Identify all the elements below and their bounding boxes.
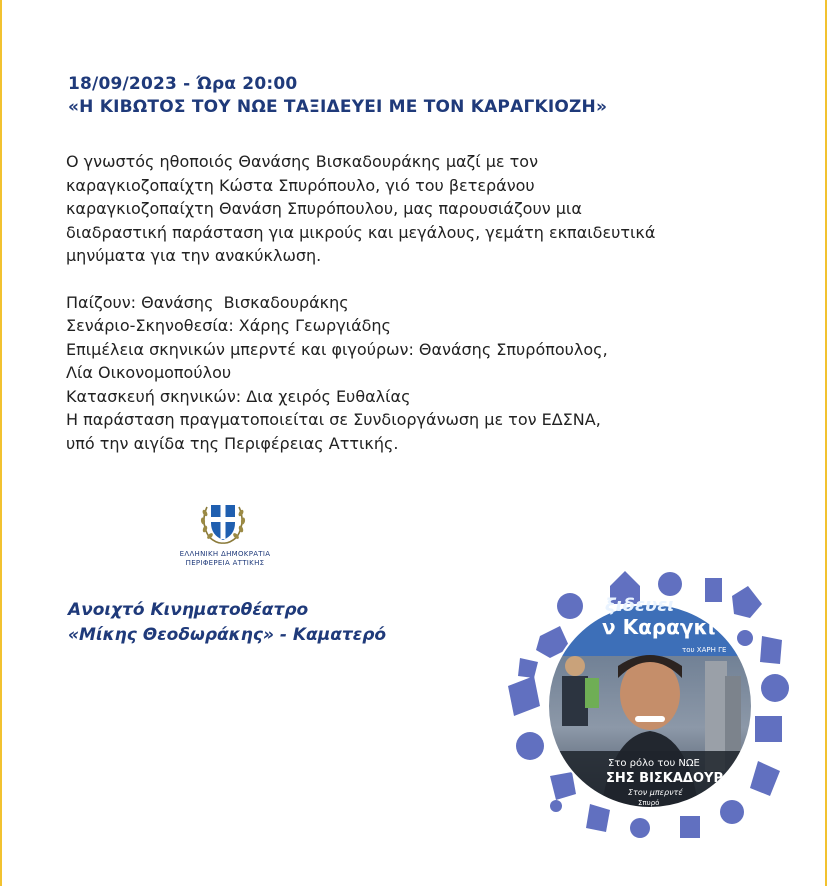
body-text	[66, 150, 766, 455]
description-line: καραγκιοζοπαίχτη Κώστα Σπυρόπουλο, γιό του βετεράνου	[66, 175, 535, 195]
credits-line: Σενάριο-Σκηνοθεσία: Χάρης Γεωργιάδης	[66, 316, 391, 335]
left-border	[0, 0, 2, 886]
poster-name: ΣΗΣ ΒΙΣΚΑΔΟΥΡ	[606, 771, 723, 786]
venue	[68, 598, 386, 648]
credits-line: Η παράσταση πραγματοποιείται σε Συνδιοργάνωση με τον ΕΔΣΝΑ,	[66, 410, 601, 429]
paragraph-gap	[66, 268, 766, 291]
credits-line: Επιμέλεια σκηνικών μπερντέ και φιγούρων: Θανάσης Σπυρόπουλος,	[66, 339, 608, 359]
poster-role: Στο ρόλο του ΝΩΕ	[608, 758, 700, 769]
credits-line: Κατασκευή σκηνικών: Δια χειρός Ευθαλίας	[66, 386, 411, 406]
venue-line-1: Ανοιχτό Κινηματοθέατρο	[68, 600, 309, 620]
logo-text	[160, 550, 290, 568]
description-line: καραγκιοζοπαίχτη Θανάση Σπυρόπουλου, μας παρουσιάζουν μια	[66, 199, 582, 218]
poster-bottom-2: Σπυρό	[638, 799, 660, 807]
poster-title-top: ξιδευει	[605, 595, 675, 616]
credits-line: Παίζουν: Θανάσης Βισκαδουράκης	[66, 292, 349, 312]
poster-title-main: ν Καραγκι	[602, 615, 716, 639]
poster-bottom-1: Στον μπερντέ	[628, 788, 683, 797]
region-attica-logo	[160, 497, 290, 572]
event-title: «Η ΚΙΒΩΤΟΣ ΤΟΥ ΝΩΕ ΤΑΞΙΔΕΥΕΙ ΜΕ ΤΟΝ ΚΑΡΑΓΚΙΟΖΗ»	[68, 97, 608, 117]
description-line: διαδραστική παράσταση για μικρούς και μεγάλους, γεμάτη εκπαιδευτικά	[66, 222, 656, 242]
logo-line-1: ΕΛΛΗΝΙΚΗ ΔΗΜΟΚΡΑΤΙΑ	[179, 550, 271, 558]
logo-line-2: ΠΕΡΙΦΕΡΕΙΑ ΑΤΤΙΚΗΣ	[185, 559, 265, 567]
description-line: Ο γνωστός ηθοποιός Θανάσης Βισκαδουράκης μαζί με τον	[66, 152, 539, 171]
event-heading	[68, 73, 607, 119]
description-line: μηνύματα για την ανακύκλωση.	[66, 246, 322, 265]
poster-author: του ΧΑΡΗ ΓΕ	[682, 646, 727, 654]
greek-coat-of-arms-icon	[197, 497, 249, 547]
credits-line: Λία Οικονομοπούλου	[66, 363, 232, 382]
show-poster	[500, 566, 790, 841]
credits-line: υπό την αιγίδα της Περιφέρειας Αττικής.	[66, 433, 399, 453]
venue-line-2: «Μίκης Θεοδωράκης» - Καματερό	[68, 625, 387, 645]
event-date: 18/09/2023 - Ώρα 20:00	[68, 74, 298, 94]
